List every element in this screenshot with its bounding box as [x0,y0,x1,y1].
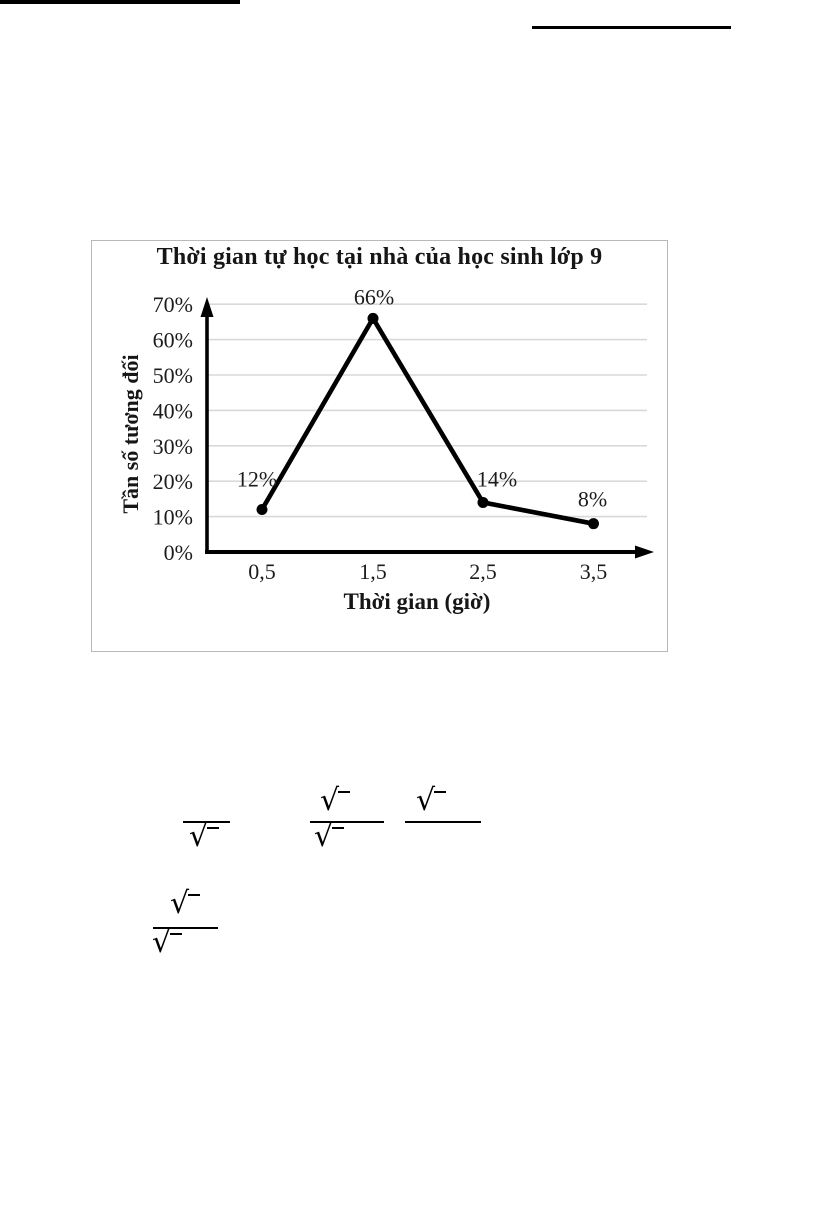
data-point [478,497,489,508]
radical-vinculum [332,827,344,829]
radical-sign [416,783,446,818]
radical-glyph: √ [152,925,172,960]
chart-figure [91,240,668,652]
x-axis-title: Thời gian (giờ) [343,589,491,614]
radical-sign [189,819,219,854]
radical-glyph: √ [416,783,436,818]
data-line [262,318,594,523]
radical-glyph: √ [189,819,209,854]
y-tick-label: 40% [152,398,193,424]
radical-vinculum [207,827,219,829]
top-left-horizontal-rule [0,0,240,4]
y-tick-label: 60% [152,327,193,353]
x-category-label: 2,5 [469,559,497,584]
y-tick-label: 50% [152,363,193,388]
radical-sign [170,886,200,921]
y-tick-label: 10% [152,504,193,530]
line-chart-canvas [92,241,667,651]
fraction-bar [405,821,481,823]
data-point [257,504,268,515]
data-point [588,518,599,529]
y-tick-label: 20% [152,469,193,495]
radical-vinculum [338,791,350,793]
x-category-label: 3,5 [579,559,608,584]
radical-sign [152,925,182,960]
x-axis-arrowhead [635,546,654,559]
radical-vinculum [434,791,446,793]
radical-sign [320,783,350,818]
data-label: 8% [577,486,608,512]
y-tick-label: 30% [152,433,193,459]
x-category-label: 1,5 [359,559,387,584]
data-label: 14% [476,466,518,492]
y-tick-label: 0% [163,540,193,565]
x-category-label: 0,5 [248,559,276,584]
radical-glyph: √ [314,819,334,854]
y-tick-label: 70% [152,292,193,318]
y-axis-arrowhead [201,297,214,317]
top-right-horizontal-rule [532,26,731,29]
chart-title: Thời gian tự học tại nhà của học sinh lớp 9 [156,244,603,270]
radical-glyph: √ [320,783,340,818]
radical-sign [314,819,344,854]
radical-vinculum [170,933,182,935]
data-label: 12% [236,466,278,492]
data-label: 66% [353,284,395,310]
data-point [368,313,379,324]
radical-glyph: √ [170,886,190,921]
y-axis-title: Tần số tương đối [118,354,143,514]
radical-vinculum [188,894,200,896]
